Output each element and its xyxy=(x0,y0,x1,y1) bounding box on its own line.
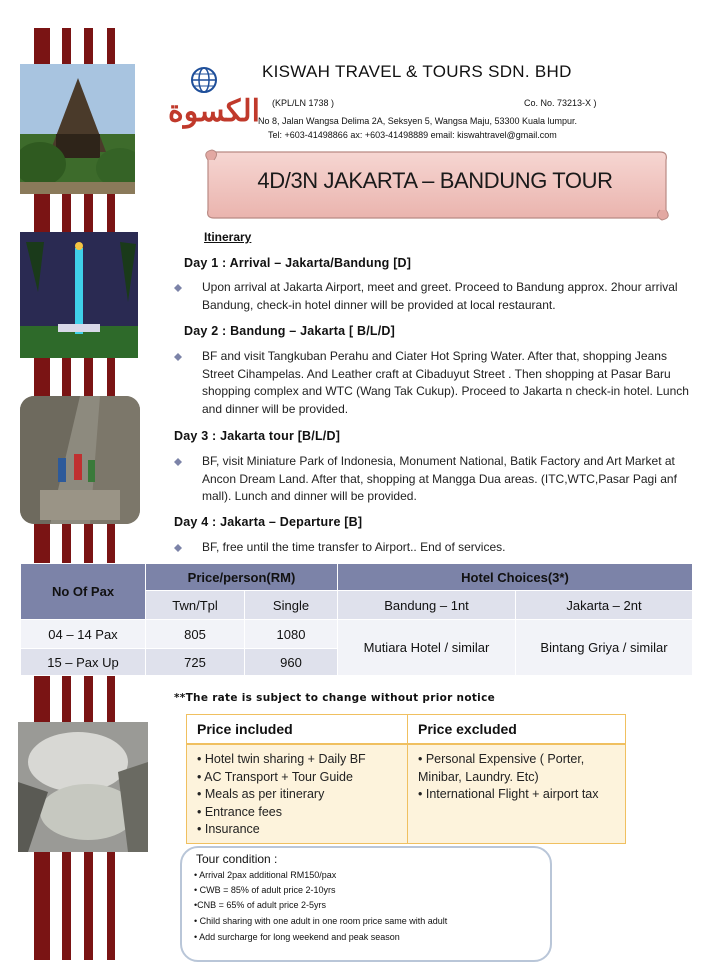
twn-price-cell: 805 xyxy=(146,620,245,649)
excluded-header: Price excluded xyxy=(408,715,625,745)
included-item: • Hotel twin sharing + Daily BF xyxy=(197,752,366,766)
twn-subheader: Twn/Tpl xyxy=(146,591,245,620)
license-number: (KPL/LN 1738 ) xyxy=(272,98,335,108)
single-price-cell: 960 xyxy=(245,649,338,676)
condition-item: • Add surcharge for long weekend and peak season xyxy=(194,932,400,942)
temple-photo xyxy=(20,64,135,194)
company-contact: Tel: +603-41498866 ax: +603-41498889 email: kiswahtravel@gmail.com xyxy=(268,130,557,140)
diamond-bullet-icon xyxy=(174,544,182,552)
pax-cell: 15 – Pax Up xyxy=(21,649,146,676)
day-4-text: BF, free until the time transfer to Airport.. End of services. xyxy=(202,540,506,554)
tour-condition-box xyxy=(180,846,552,962)
single-subheader: Single xyxy=(245,591,338,620)
included-item: • AC Transport + Tour Guide xyxy=(197,769,353,784)
day-2-text: BF and visit Tangkuban Perahu and Ciater Hot Spring Water. After that, shopping Jeans Street Cihampelas. And Leather craft at Cibaduyut Street . Then shopping at Pasar Baru shopping complex and WTC (Wang Tak Cukup). Proceed to Jakarta n check-in hotel. Lunch and dinner will be provided. xyxy=(202,349,689,416)
rate-note: **The rate is subject to change without prior notice xyxy=(174,692,496,704)
volcano-crater-photo xyxy=(18,722,148,852)
price-header: Price/person(RM) xyxy=(146,564,338,591)
excluded-item: • International Flight + airport tax xyxy=(418,787,599,801)
excluded-item: • Personal Expensive ( Porter, Minibar, Laundry. Etc) xyxy=(418,752,585,784)
monument-photo xyxy=(20,232,138,358)
included-header: Price included xyxy=(187,715,407,745)
bandung-subheader: Bandung – 1nt xyxy=(338,591,516,620)
tour-title: 4D/3N JAKARTA – BANDUNG TOUR xyxy=(257,168,613,193)
day-1-heading: Day 1 : Arrival – Jakarta/Bandung [D] xyxy=(184,256,412,270)
tour-condition-title: Tour condition : xyxy=(196,852,278,866)
price-table xyxy=(20,563,693,676)
day-3-heading: Day 3 : Jakarta tour [B/L/D] xyxy=(174,429,341,443)
included-item: • Entrance fees xyxy=(197,804,282,819)
company-address: No 8, Jalan Wangsa Delima 2A, Seksyen 5, Wangsa Maju, 53300 Kuala lumpur. xyxy=(258,116,578,126)
itinerary-label: Itinerary xyxy=(204,230,252,244)
pax-cell: 04 – 14 Pax xyxy=(21,620,146,649)
arabic-logo-text: الكسوة xyxy=(168,94,261,129)
company-number: Co. No. 73213-X ) xyxy=(524,98,597,108)
company-name: KISWAH TRAVEL & TOURS SDN. BHD xyxy=(262,62,572,81)
bandung-hotel-cell: Mutiara Hotel / similar xyxy=(338,620,516,676)
included-column xyxy=(187,715,408,843)
pax-header: No Of Pax xyxy=(21,564,146,620)
day-4-heading: Day 4 : Jakarta – Departure [B] xyxy=(174,515,363,529)
excluded-column xyxy=(408,715,625,843)
condition-item: •CNB = 65% of adult price 2-5yrs xyxy=(194,900,326,910)
condition-item: • CWB = 85% of adult price 2-10yrs xyxy=(194,885,336,895)
day-2-heading: Day 2 : Bandung – Jakarta [ B/L/D] xyxy=(184,324,396,338)
day-3-text: BF, visit Miniature Park of Indonesia, Monument National, Batik Factory and Art Market at Ancon Dream Land. After that, shopping at Mangga Dua areas. (ITC,WTC,Pasar Pagi anf mall). Lunch and dinner will be provided. xyxy=(202,454,677,503)
condition-item: • Arrival 2pax additional RM150/pax xyxy=(194,870,337,880)
jakarta-subheader: Jakarta – 2nt xyxy=(516,591,693,620)
condition-item: • Child sharing with one adult in one room price same with adult xyxy=(194,916,448,926)
hotel-header: Hotel Choices(3*) xyxy=(338,564,693,591)
day-1-text: Upon arrival at Jakarta Airport, meet and greet. Proceed to Bandung approx. 2hour arrival Bandung, check-in hotel dinner will be provided at local restaurant. xyxy=(202,280,678,312)
included-item: • Insurance xyxy=(197,822,260,836)
jakarta-hotel-cell: Bintang Griya / similar xyxy=(516,620,693,676)
diamond-bullet-icon xyxy=(174,284,182,292)
crater-people-photo xyxy=(20,396,140,524)
twn-price-cell: 725 xyxy=(146,649,245,676)
diamond-bullet-icon xyxy=(174,353,182,361)
single-price-cell: 1080 xyxy=(245,620,338,649)
diamond-bullet-icon xyxy=(174,458,182,466)
price-inclusions-box xyxy=(186,714,626,844)
table-row xyxy=(21,620,693,649)
included-item: • Meals as per itinerary xyxy=(197,787,325,801)
